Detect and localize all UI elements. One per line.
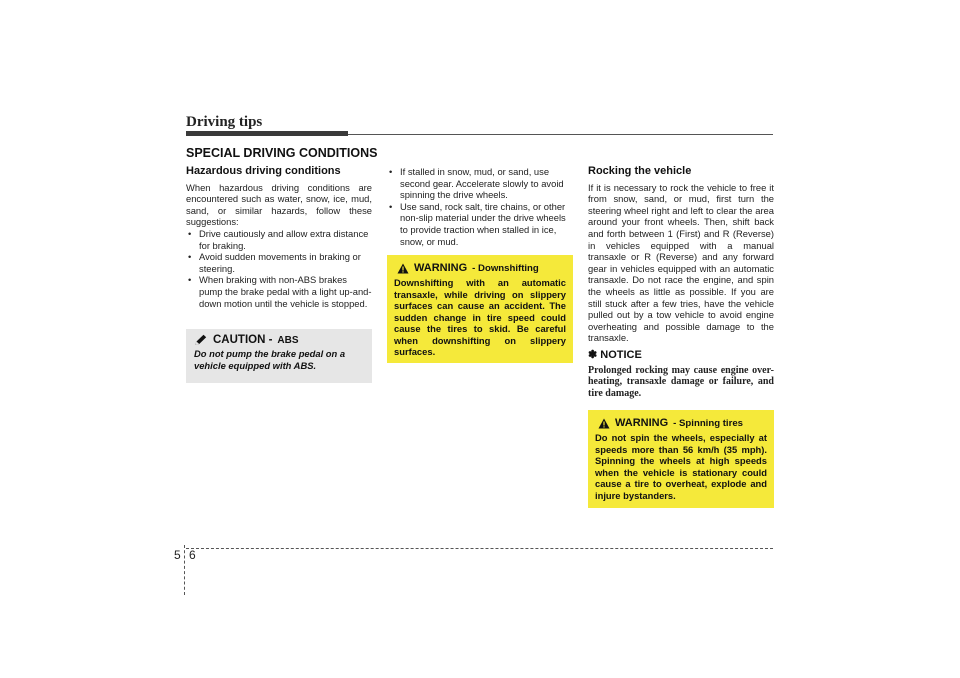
footer-dashed-divider: [184, 545, 185, 595]
caution-subject: ABS: [277, 334, 299, 346]
pencil-icon: [194, 334, 208, 346]
notice-title: ✽ NOTICE: [588, 348, 642, 361]
warning-label: WARNING: [615, 417, 669, 429]
list-item: • Avoid sudden movements in braking or steering.: [186, 251, 372, 274]
warning-title: [397, 262, 566, 274]
section-title: SPECIAL DRIVING CONDITIONS: [186, 146, 378, 160]
warning-box-spinning-tires: [588, 410, 774, 508]
rocking-body: If it is necessary to rock the vehicle to free it from snow, sand, or mud, first turn the steering wheel right and left to clear the area around your front wheels. Then, shift back and forth between 1 (First) and R (Reverse) in vehicles equipped with a manual transaxle or R (Reverse) and any forward gear in vehicles equipped with an automatic transaxle. Do not race the engine, and spin the wheels as little as possible. If you are still stuck after a few tries, have the vehicle pulled out by a tow vehicle to avoid engine overheating and possible damage to the transaxle.: [588, 181, 774, 344]
column-2: [387, 166, 573, 247]
list-item: • If stalled in snow, mud, or sand, use second gear. Accelerate slowly to avoid spinning the drive wheels.: [387, 166, 573, 201]
stalled-bullet-list: [387, 166, 573, 247]
warning-box-downshifting: [387, 255, 573, 363]
header-rule-thick: [186, 131, 348, 136]
rocking-heading: Rocking the vehicle: [588, 165, 692, 177]
list-item: • Drive cautiously and allow extra distance for braking.: [186, 228, 372, 251]
hazardous-bullet-list: [186, 228, 372, 309]
warning-triangle-icon: [598, 418, 610, 429]
caution-title: [194, 334, 364, 346]
caution-text: Do not pump the brake pedal on a vehicle equipped with ABS.: [194, 348, 346, 371]
list-item: • When braking with non-ABS brakes pump the brake pedal with a light up-and-down motion until the vehicle is stopped.: [186, 274, 372, 309]
column-1: [186, 166, 372, 309]
chapter-number: 5: [174, 548, 181, 562]
column-3: [588, 166, 774, 400]
caution-box-abs: [186, 329, 372, 383]
header-rule-thin: [348, 134, 773, 135]
warning-title: [598, 417, 767, 429]
caution-label: CAUTION -: [213, 334, 273, 346]
warning-text: Downshifting with an automatic transaxle, while driving on slippery surfaces can cause an accident. The sudden change in tire speed could cause the tires to skid. Be careful when downshifting on slippery surfaces.: [394, 277, 566, 357]
warning-triangle-icon: [397, 263, 409, 274]
warning-subject: - Spinning tires: [673, 417, 743, 429]
hazardous-intro: When hazardous driving conditions are encountered such as water, snow, ice, mud, sand, or similar hazards, follow these suggestions:: [186, 181, 372, 228]
page-number: 6: [189, 548, 196, 562]
running-header-title: Driving tips: [186, 114, 263, 130]
warning-subject: - Downshifting: [472, 262, 539, 274]
notice-text: Prolonged rocking may cause engine over-heating, transaxle damage or failure, and tire damage.: [588, 364, 774, 400]
list-item: • Use sand, rock salt, tire chains, or other non-slip material under the drive wheels to provide traction when stalled in ice, snow, or mud.: [387, 201, 573, 247]
hazardous-heading: Hazardous driving conditions: [186, 165, 341, 177]
warning-text: Do not spin the wheels, especially at speeds more than 56 km/h (35 mph). Spinning the wheels at high speeds when the vehicle is stationary could cause a tire to overheat, explode and injure bystanders.: [595, 432, 767, 501]
footer-dashed-rule: [186, 548, 773, 549]
warning-label: WARNING: [414, 262, 468, 274]
